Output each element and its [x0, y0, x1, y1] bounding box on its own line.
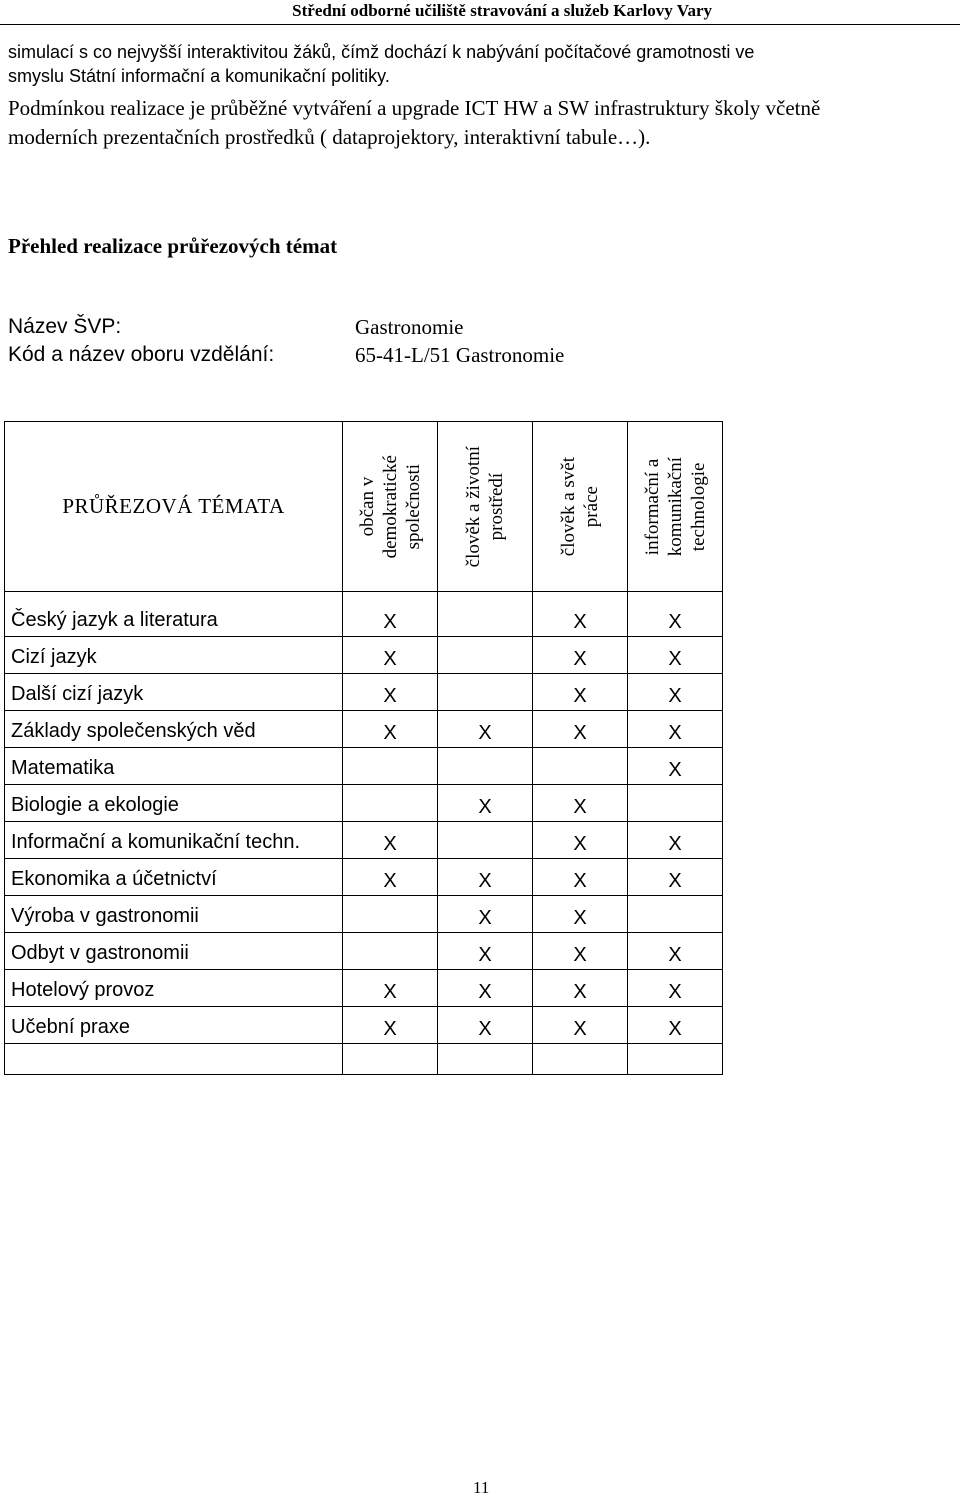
- mark-cell: X: [628, 933, 723, 970]
- mark-cell: X: [533, 1007, 628, 1044]
- mark-cell: [438, 592, 533, 637]
- mark-cell: X: [533, 822, 628, 859]
- section-title: Přehled realizace průřezových témat: [8, 234, 338, 258]
- mark-cell: X: [438, 785, 533, 822]
- mark-cell: X: [343, 859, 438, 896]
- mark-cell: X: [628, 592, 723, 637]
- mark-cell: X: [628, 637, 723, 674]
- mark-cell: X: [343, 822, 438, 859]
- mark-cell: X: [628, 970, 723, 1007]
- table-row: [5, 1007, 723, 1044]
- table-row: [5, 637, 723, 674]
- column-header-label: informační a komunikační technologie: [641, 456, 709, 557]
- mark-cell: [438, 822, 533, 859]
- mark-cell: X: [343, 1007, 438, 1044]
- svp-label: Název ŠVP:: [8, 315, 122, 338]
- mark-cell: X: [533, 933, 628, 970]
- empty-cell: [343, 1044, 438, 1075]
- mark-cell: X: [628, 748, 723, 785]
- empty-cell: [533, 1044, 628, 1075]
- mark-cell: [343, 896, 438, 933]
- subject-cell: Další cizí jazyk: [5, 674, 343, 711]
- table-row: [5, 785, 723, 822]
- mark-cell: X: [628, 822, 723, 859]
- mark-cell: X: [343, 637, 438, 674]
- school-name: Střední odborné učiliště stravování a služeb Karlovy Vary: [292, 1, 712, 20]
- page-header: [0, 0, 960, 25]
- subject-cell: Výroba v gastronomii: [5, 896, 343, 933]
- field-code-value: 65-41-L/51 Gastronomie: [355, 343, 565, 367]
- table-row: [5, 822, 723, 859]
- intro-line-2: smyslu Státní informační a komunikační politiky.: [8, 66, 390, 86]
- subject-cell: Český jazyk a literatura: [5, 592, 343, 637]
- mark-cell: X: [343, 674, 438, 711]
- table-row: [5, 933, 723, 970]
- subject-cell: Základy společenských věd: [5, 711, 343, 748]
- mark-cell: [438, 674, 533, 711]
- mark-cell: X: [438, 711, 533, 748]
- mark-cell: [343, 785, 438, 822]
- mark-cell: X: [438, 970, 533, 1007]
- table-row: [5, 896, 723, 933]
- mark-cell: X: [343, 592, 438, 637]
- subject-cell: Informační a komunikační techn.: [5, 822, 343, 859]
- mark-cell: X: [533, 896, 628, 933]
- mark-cell: X: [533, 637, 628, 674]
- mark-cell: X: [628, 1007, 723, 1044]
- table-row-empty: [5, 1044, 723, 1075]
- intro-line-1: simulací s co nejvyšší interaktivitou žáků, čímž dochází k nabývání počítačové gramotnosti ve: [8, 42, 755, 62]
- column-header-citizen: [343, 422, 438, 592]
- mark-cell: [438, 637, 533, 674]
- table-row: [5, 674, 723, 711]
- empty-cell: [628, 1044, 723, 1075]
- column-header-label: člověk a životní prostředí: [463, 445, 507, 568]
- table-row: [5, 592, 723, 637]
- mark-cell: [533, 748, 628, 785]
- mark-cell: X: [628, 674, 723, 711]
- subject-cell: Cizí jazyk: [5, 637, 343, 674]
- mark-cell: X: [438, 859, 533, 896]
- mark-cell: [628, 896, 723, 933]
- mark-cell: [438, 748, 533, 785]
- mark-cell: X: [533, 859, 628, 896]
- column-header-environment: [438, 422, 533, 592]
- table-row: [5, 748, 723, 785]
- mark-cell: X: [533, 674, 628, 711]
- table-corner-header: PRŮŘEZOVÁ TÉMATA: [5, 422, 343, 592]
- column-header-work: [533, 422, 628, 592]
- mark-cell: X: [533, 785, 628, 822]
- table-row: [5, 711, 723, 748]
- svp-value: Gastronomie: [355, 315, 464, 339]
- column-header-label: člověk a svět práce: [558, 456, 602, 557]
- mark-cell: X: [533, 970, 628, 1007]
- empty-cell: [438, 1044, 533, 1075]
- mark-cell: X: [628, 711, 723, 748]
- page-number: 11: [473, 1478, 490, 1497]
- table-header-row: [5, 422, 723, 592]
- mark-cell: [343, 933, 438, 970]
- mark-cell: X: [438, 933, 533, 970]
- mark-cell: X: [438, 1007, 533, 1044]
- cross-curricular-topics-table: [4, 421, 723, 1075]
- subject-cell: Ekonomika a účetnictví: [5, 859, 343, 896]
- table-row: [5, 970, 723, 1007]
- subject-cell: Učební praxe: [5, 1007, 343, 1044]
- empty-cell: [5, 1044, 343, 1075]
- subject-cell: Matematika: [5, 748, 343, 785]
- mark-cell: [343, 748, 438, 785]
- subject-cell: Hotelový provoz: [5, 970, 343, 1007]
- table-row: [5, 859, 723, 896]
- mark-cell: X: [533, 592, 628, 637]
- mark-cell: X: [343, 711, 438, 748]
- mark-cell: [628, 785, 723, 822]
- subject-cell: Odbyt v gastronomii: [5, 933, 343, 970]
- mark-cell: X: [628, 859, 723, 896]
- column-header-label: občan v demokratické společnosti: [356, 454, 424, 559]
- mark-cell: X: [533, 711, 628, 748]
- mark-cell: X: [438, 896, 533, 933]
- intro-paragraph-2-line-1: Podmínkou realizace je průběžné vytváření a upgrade ICT HW a SW infrastruktury školy včetně: [8, 96, 821, 120]
- mark-cell: X: [343, 970, 438, 1007]
- column-header-ict: [628, 422, 723, 592]
- field-code-label: Kód a název oboru vzdělání:: [8, 343, 275, 366]
- intro-paragraph-2-line-2: moderních prezentačních prostředků ( dataprojektory, interaktivní tabule…).: [8, 125, 651, 149]
- subject-cell: Biologie a ekologie: [5, 785, 343, 822]
